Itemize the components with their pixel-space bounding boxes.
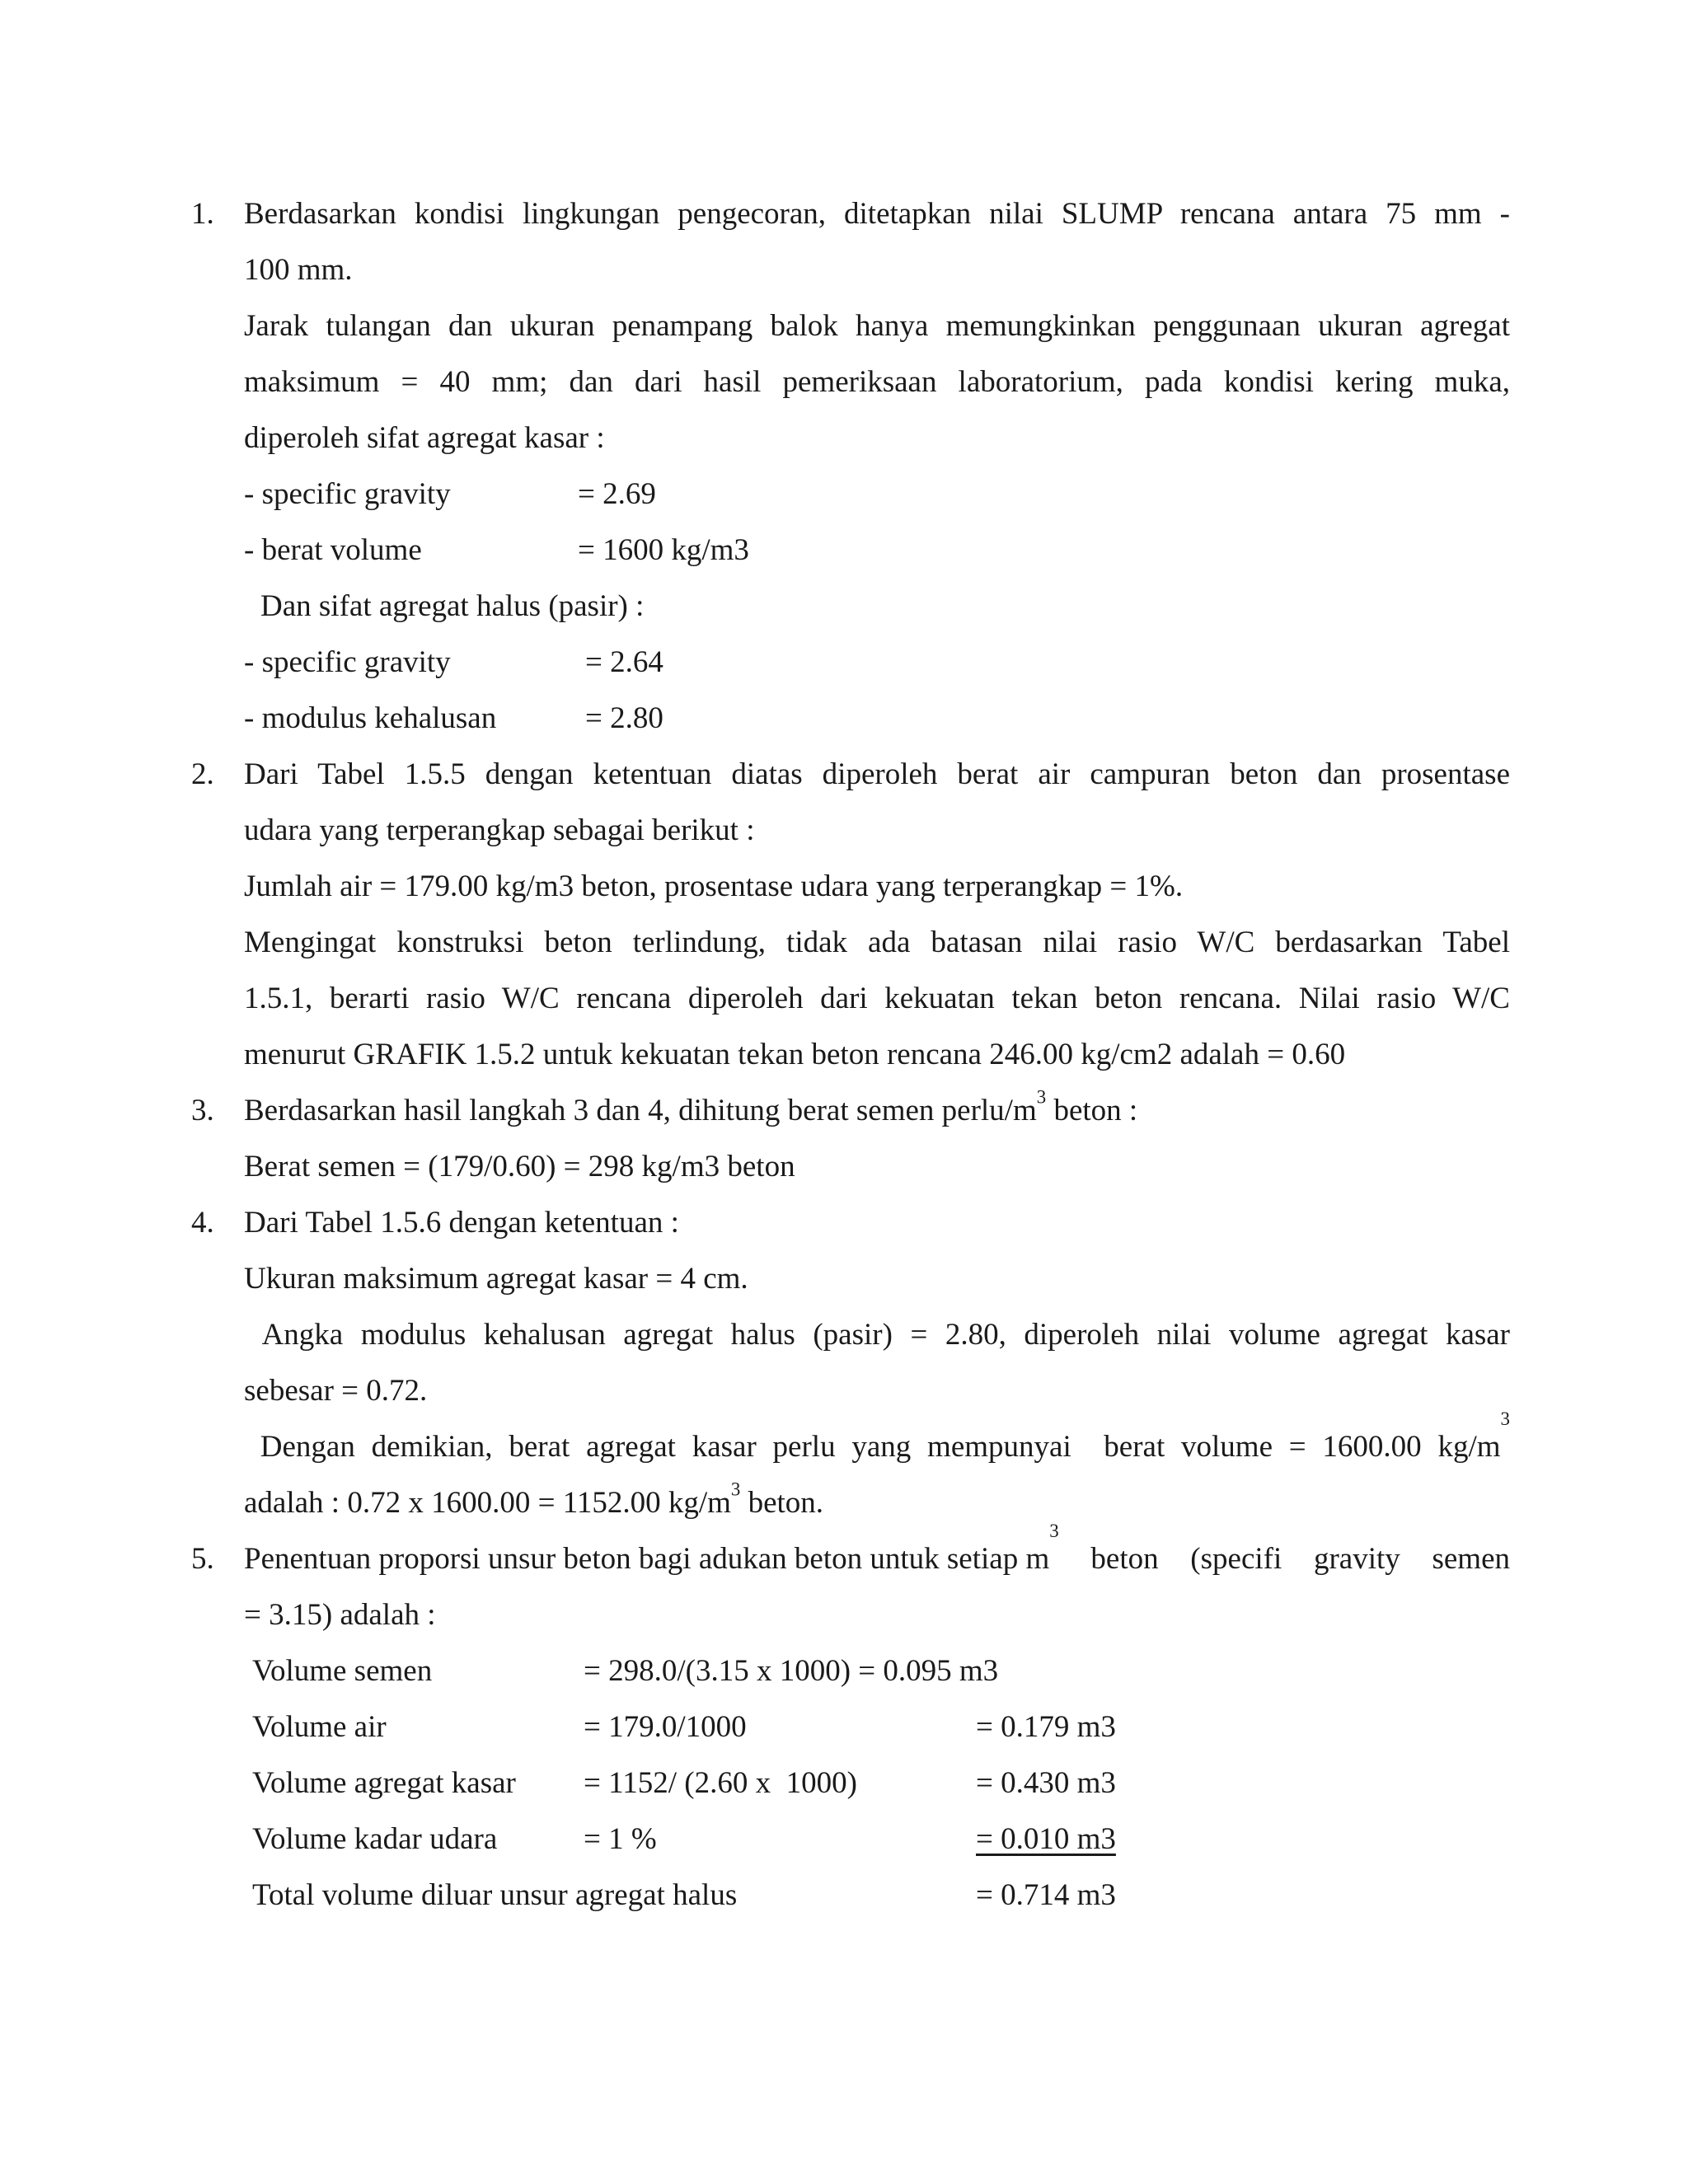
paragraph-line — [244, 1408, 1510, 1475]
paragraph-line: Ukuran maksimum agregat kasar = 4 cm. — [244, 1262, 748, 1296]
property-value: = 1600 kg/m3 — [578, 533, 749, 567]
volume-formula: = 1152/ (2.60 x 1000) — [584, 1766, 857, 1800]
text-run: adalah : 0.72 x 1600.00 = 1152.00 kg/m — [244, 1486, 731, 1520]
property-label: - berat volume — [244, 533, 422, 567]
paragraph-line — [244, 1521, 1510, 1587]
item-body — [244, 747, 1510, 1083]
paragraph-line: = 3.15) adalah : — [244, 1598, 436, 1632]
volume-row — [244, 1811, 1510, 1868]
text-run: beton. — [740, 1486, 824, 1520]
paragraph-line — [244, 1475, 1510, 1531]
item-number: 1. — [191, 197, 214, 231]
volume-row — [244, 1699, 1510, 1755]
paragraph-line: Dari Tabel 1.5.5 dengan ketentuan diatas diperoleh berat air campuran beton dan prosentase — [244, 757, 1510, 791]
property-label: - specific gravity — [244, 645, 451, 679]
property-value: = 2.69 — [578, 477, 656, 511]
paragraph-line: 1.5.1, berarti rasio W/C rencana diperoleh dari kekuatan tekan beton rencana. Nilai rasio W/C — [244, 982, 1510, 1015]
paragraph-line: Jumlah air = 179.00 kg/m3 beton, prosentase udara yang terperangkap = 1%. — [244, 869, 1184, 903]
property-row — [244, 523, 1510, 579]
item-number: 2. — [191, 757, 214, 791]
property-label: - modulus kehalusan — [244, 701, 497, 735]
property-value: = 2.80 — [585, 701, 663, 735]
total-result: = 0.714 m3 — [976, 1878, 1116, 1912]
volume-label: Volume kadar udara — [252, 1822, 498, 1856]
paragraph-line: sebesar = 0.72. — [244, 1374, 428, 1408]
paragraph-line: Dari Tabel 1.5.6 dengan ketentuan : — [244, 1206, 679, 1240]
volume-formula: = 1 % — [584, 1822, 657, 1856]
item-body — [244, 1195, 1510, 1531]
total-label: Total volume diluar unsur agregat halus — [252, 1878, 738, 1912]
property-label: - specific gravity — [244, 477, 451, 511]
property-value: = 2.64 — [585, 645, 663, 679]
paragraph-line: Berat semen = (179/0.60) = 298 kg/m3 beton — [244, 1150, 795, 1183]
subheading: Dan sifat agregat halus (pasir) : — [260, 589, 645, 623]
volume-formula: = 298.0/(3.15 x 1000) = 0.095 m3 — [584, 1654, 999, 1688]
volume-label: Volume air — [252, 1710, 387, 1744]
paragraph-line — [244, 1083, 1510, 1139]
item-number: 3. — [191, 1094, 214, 1127]
item-body — [244, 1083, 1510, 1195]
text-run: Dengan demikian, berat agregat kasar perlu yang mempunyai berat volume = 1600.00 kg/m — [244, 1430, 1501, 1464]
volume-formula: = 179.0/1000 — [584, 1710, 747, 1744]
text-run: Penentuan proporsi unsur beton bagi adukan beton untuk setiap m — [244, 1542, 1050, 1576]
volume-result: = 0.179 m3 — [976, 1710, 1116, 1744]
paragraph-line: maksimum = 40 mm; dan dari hasil pemeriksaan laboratorium, pada kondisi kering muka, — [244, 365, 1510, 399]
paragraph-line: Berdasarkan kondisi lingkungan pengecoran, ditetapkan nilai SLUMP rencana antara 75 mm - — [244, 197, 1510, 231]
paragraph-line: Mengingat konstruksi beton terlindung, tidak ada batasan nilai rasio W/C berdasarkan Tabel — [244, 926, 1510, 959]
volume-row — [244, 1643, 1510, 1699]
paragraph-line: menurut GRAFIK 1.5.2 untuk kekuatan tekan beton rencana 246.00 kg/cm2 adalah = 0.60 — [244, 1038, 1346, 1071]
superscript: 3 — [1500, 1408, 1510, 1429]
property-row — [244, 691, 1510, 747]
superscript: 3 — [1036, 1086, 1047, 1108]
paragraph-line: diperoleh sifat agregat kasar : — [244, 421, 605, 455]
text-run: beton : — [1046, 1094, 1138, 1127]
paragraph-line: Angka modulus kehalusan agregat halus (pasir) = 2.80, diperoleh nilai volume agregat kasar — [244, 1318, 1511, 1352]
property-row — [244, 635, 1510, 691]
volume-label: Volume agregat kasar — [252, 1766, 516, 1800]
text-run: beton (specifi gravity semen — [1058, 1542, 1510, 1576]
total-row — [244, 1868, 1510, 1924]
paragraph-line: 100 mm. — [244, 253, 353, 287]
property-row — [244, 466, 1510, 523]
text-run: Berdasarkan hasil langkah 3 dan 4, dihitung berat semen perlu/m — [244, 1094, 1037, 1127]
paragraph-line: Jarak tulangan dan ukuran penampang balok hanya memungkinkan penggunaan ukuran agregat — [244, 309, 1510, 343]
item-number: 4. — [191, 1206, 214, 1240]
item-body — [244, 186, 1510, 747]
superscript: 3 — [730, 1479, 741, 1500]
item-number: 5. — [191, 1542, 214, 1576]
volume-row — [244, 1755, 1510, 1811]
item-body — [244, 1521, 1510, 1924]
superscript: 3 — [1049, 1521, 1059, 1541]
volume-result: = 0.010 m3 — [976, 1822, 1116, 1856]
volume-label: Volume semen — [252, 1654, 433, 1688]
paragraph-line: udara yang terperangkap sebagai berikut : — [244, 813, 755, 847]
volume-result: = 0.430 m3 — [976, 1766, 1116, 1800]
